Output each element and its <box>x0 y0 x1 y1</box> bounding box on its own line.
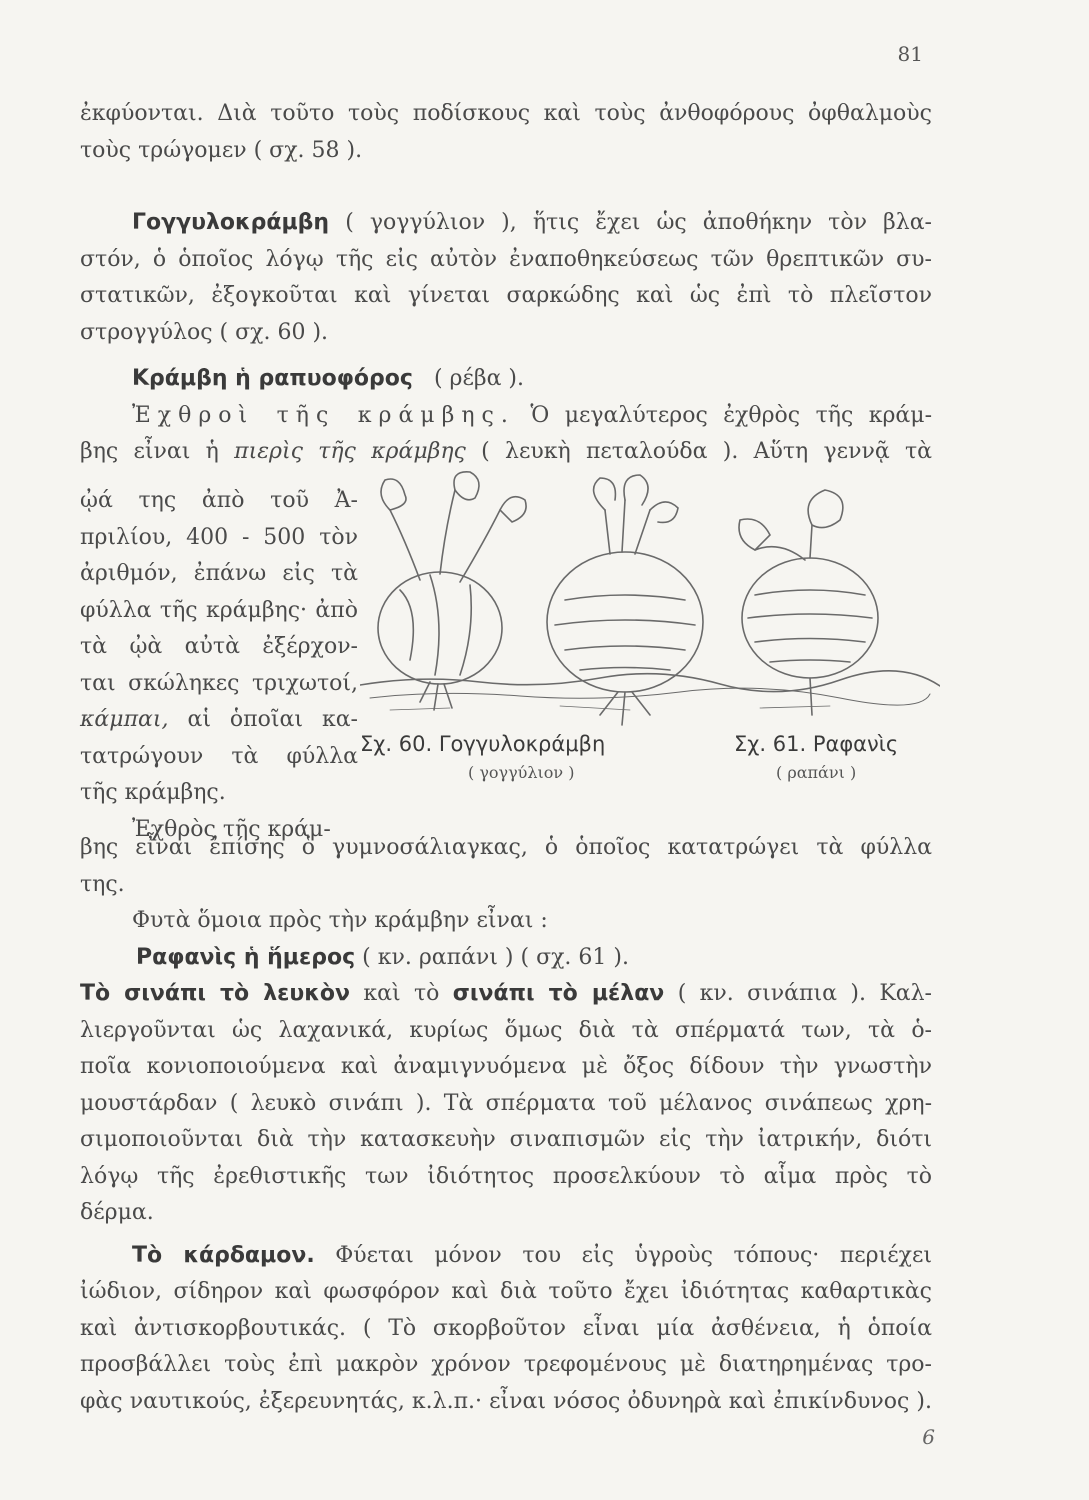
para5-line2: της. <box>80 871 125 897</box>
narrow-line-8: τατρώγουν τὰ φύλλα <box>80 743 358 769</box>
fig60-caption: Σχ. 60. Γογγυλοκράμβη <box>360 732 606 756</box>
narrow-line-9: τῆς κράμβης. <box>80 780 226 805</box>
term-kardamon: Τὸ κάρδαμον. <box>132 1242 315 1268</box>
para1-line1: ἐκφύονται. Διὰ τοῦτο τοὺς ποδίσκους καὶ τοὺς ἀνθοφόρους ὀφθαλμοὺς <box>80 101 932 126</box>
narrow-column <box>80 483 358 848</box>
para8-line6: λόγῳ τῆς ἐρεθιστικῆς των ἰδιότητος προσελκύουν τὸ αἷμα πρὸς τὸ <box>80 1163 932 1189</box>
para8-line4: μουστάρδαν ( λευκὸ σινάπι ). Τὰ σπέρματα τοῦ μέλανος σινάπεως χρη- <box>80 1090 932 1116</box>
para8-line2: λιεργοῦνται ὡς λαχανικά, κυρίως ὅμως διὰ τὰ σπέρματά των, τὰ ὁ- <box>80 1017 932 1043</box>
text-block-bottom <box>80 830 932 1420</box>
para3-rest: ( ρέβα ). <box>433 366 524 391</box>
term-gongylokramvi: Γογγυλοκράμβη <box>132 210 330 235</box>
page-number: 81 <box>897 42 923 66</box>
narrow-line-4: φύλλα τῆς κράμβης· ἀπὸ <box>80 597 358 623</box>
para2-line4: στρογγύλος ( σχ. 60 ). <box>80 319 329 345</box>
radish-drawing <box>739 490 878 715</box>
narrow-line-7-rest: αἱ ὁποῖαι κα- <box>187 707 358 732</box>
folio-signature: 6 <box>922 1425 935 1449</box>
narrow-line-7 <box>80 702 358 739</box>
text-block-top <box>80 96 932 471</box>
narrow-line-1: ᾠά της ἀπὸ τοῦ Ἀ- <box>80 488 358 513</box>
para5-line1: βης εἶναι ἐπίσης ὁ γυμνοσάλιαγκας, ὁ ὁποῖος κατατρώγει τὰ φύλλα <box>80 835 932 860</box>
para9-line5: φὰς ναυτικούς, ἐξερευνητάς, κ.λ.π.· εἶναι νόσος ὀδυνηρὰ καὶ ἐπικίνδυνος ). <box>80 1388 932 1414</box>
para4-line1 <box>80 398 932 435</box>
para8-mid: καὶ τὸ <box>363 981 440 1006</box>
para9-line4: προσβάλλει τοὺς ἐπὶ μακρὸν χρόνον τρεφομένους μὲ διατηρημένας τρο- <box>80 1352 932 1377</box>
para4-line2 <box>80 434 932 471</box>
para2-line2: στόν, ὁ ὁποῖος λόγῳ τῆς εἰς αὐτὸν ἐναποθηκεύσεως τῶν θρεπτικῶν συ- <box>80 246 932 272</box>
para2-line1-rest: ( γογγύλιον ), ἥτις ἔχει ὡς ἀποθήκην τὸν βλα- <box>345 210 932 235</box>
para6-line: Φυτὰ ὅμοια πρὸς τὴν κράμβην εἶναι : <box>132 908 548 933</box>
narrow-line-2: πριλίου, 400 - 500 τὸν <box>80 524 358 550</box>
narrow-line-3: ἀριθμόν, ἐπάνω εἰς τὰ <box>80 561 358 586</box>
turnip-drawing <box>547 475 703 725</box>
kampai-italic: κάμπαι, <box>80 707 169 732</box>
para8-line1-rest: ( κν. σινάπια ). Καλ- <box>677 981 932 1006</box>
enemies-heading: Ἐχθροὶ τῆς κράμβης. <box>132 402 515 428</box>
para2-line1 <box>80 205 932 242</box>
para4-line2-b: ( λευκὴ πεταλούδα ). Αὕτη γεννᾷ τὰ <box>481 439 932 464</box>
term-rafanis: Ραφανὶς ἡ ἥμερος <box>136 944 356 970</box>
term-kramvi-rapyoforos: Κράμβη ἡ ραπυοφόρος <box>132 366 413 391</box>
para8-line5: σιμοποιοῦνται διὰ τὴν κατασκευὴν σιναπισμῶν εἰς τὴν ἰατρικήν, διότι <box>80 1127 932 1152</box>
term-sinapi-melan: σινάπι τὸ μέλαν <box>452 981 665 1006</box>
para9-line1 <box>80 1238 932 1275</box>
para9-line3: καὶ ἀντισκορβουτικάς. ( Τὸ σκορβοῦτον εἶναι μία ἀσθένεια, ἡ ὁποία <box>80 1315 932 1341</box>
fig60-subcaption: ( γογγύλιον ) <box>468 763 575 782</box>
fig61-subcaption: ( ραπάνι ) <box>776 763 857 782</box>
para3-line <box>80 361 932 398</box>
para8-line7: δέρμα. <box>80 1200 154 1225</box>
para8-line3: ποῖα κονιοποιούμενα καὶ ἀναμιγνυόμενα μὲ ὄξος δίδουν τὴν γνωστὴν <box>80 1054 932 1079</box>
para4-line1-rest: Ὁ μεγαλύτερος ἐχθρὸς τῆς κράμ- <box>530 402 933 428</box>
para1-line2: τοὺς τρώγομεν ( σχ. 58 ). <box>80 137 363 163</box>
para2-line3: στατικῶν, ἐξογκοῦται καὶ γίνεται σαρκώδης καὶ ὡς ἐπὶ τὸ πλεῖστον <box>80 283 932 308</box>
pieris-italic: πιερὶς τῆς κράμβης <box>234 439 466 464</box>
narrow-line-5: τὰ ᾠὰ αὐτὰ ἐξέρχον- <box>80 634 358 659</box>
para4-line2-a: βης εἶναι ἡ <box>80 439 219 464</box>
narrow-line-10: Ἐχθρὸς τῆς κράμ- <box>132 816 331 842</box>
kohlrabi-drawing <box>378 472 526 710</box>
para8-line1 <box>80 976 932 1013</box>
para9-line1-rest: Φύεται μόνον του εἰς ὑγροὺς τόπους· περιέχει <box>335 1242 932 1268</box>
para7-rest: ( κν. ραπάνι ) ( σχ. 61 ). <box>362 944 629 970</box>
term-sinapi-lefkon: Τὸ σινάπι τὸ λευκὸν <box>80 981 350 1006</box>
fig61-caption: Σχ. 61. Ραφανὶς <box>734 732 899 756</box>
figure-area <box>360 470 940 800</box>
narrow-line-6: ται σκώληκες τριχωτοί, <box>80 670 358 696</box>
para9-line2: ἰώδιον, σίδηρον καὶ φωσφόρον καὶ διὰ τοῦτο ἔχει ἰδιότητας καθαρτικὰς <box>80 1279 932 1304</box>
para7-line <box>80 940 932 977</box>
